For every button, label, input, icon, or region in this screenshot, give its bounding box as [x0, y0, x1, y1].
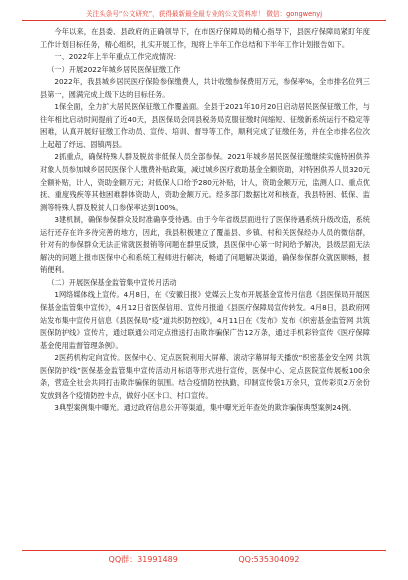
subsection-heading: （一）开展2022年城乡居民医保征缴工作	[47, 64, 181, 74]
body-paragraph: 2022年，我县城乡居民医疗保险参保缴费人，共计收缴参保费用万元，参保率%，全市排名位列三县第一，圆满完成上级下达的目标任务。	[40, 77, 370, 99]
subsection-heading: （二）开展医保基金监管集中宣传月活动	[47, 277, 177, 287]
body-paragraph: 1网络媒体线上宣传。4月8日，在《安徽日报》党媒云上发布开展基金宣传月信息《县医保局开展医保基金监管集中宣传》，4月12日省医保信用、宣传月报道《县医疗保障局宣传转发。4月8日，县政府网站发布集中宣传月信息《县医保局“疫”道共织防控线》，4月11日在《发布》发布《织密基金监管网 共筑医保防护线》宣传片，通过联通公司定点推送打击欺诈骗保广告12万条，通过手机彩铃宣传《医疗保障基金使用监督管理条例》。	[40, 290, 370, 350]
body-paragraph: 2医药机构定向宣传。医保中心、定点医院利用大屏幕、滚动字幕屏每天播放“织密基金安全网 共筑医保防护线”医保基金监管集中宣传活动月标语等形式进行宣传，医保中心、定点医院宣传展板100余条，营造全社会共同打击欺诈骗保的氛围。结合疫情防控执勤，印制宣传袋1万余只，宣传彩页2万余份发放到各个疫情防控卡点，做好小区卡口、村口宣传。	[40, 353, 370, 400]
body-paragraph: 3建机制，确保参保群众及时准确享受待遇。由于今年省级层面进行了医保待遇系统升级改造，系统运行还存在许多待完善的地方，因此，我县积极建立了覆盖县、乡镇、村和关医保经办人员的微信群，针对有的参保群众无法正常就医报销等问题在群里反馈，县医保中心第一时间给予解决，县级层面无法解决的问题上报市医保中心和系统工程师进行解决，畅通了问题解决渠道，确保参保群众就医顺畅，报销便利。	[40, 215, 370, 275]
body-paragraph: 2抓重点，确保特殊人群及脱贫非低保人员全部参保。2021年城乡居民医保征缴继续实施特困供养对象人员参加城乡居民医保个人缴费补贴政策，减过城乡医疗救助基金全额资助，对特困供养人员320元全额补贴，计人，资助金额万元；对低保人口给予280元补贴，计人，资助金额万元，监测人口、重点优抚、重度残疾等其他困难群体资助人，资助金额万元。经多部门数据比对和核查，我县特困、低保、监测等特殊人群及脱贫人口参保率达到100%。	[40, 152, 370, 212]
body-paragraph: 1保全面，全力扩大居民医保征缴工作覆盖面。全县于2021年10月20日启动居民医保征缴工作，与往年相比启动时间提前了近40天，县医保局会同县税务局克服征缴时间缩短、征缴新系统运行不稳定等困难，认真开展好征缴工作动员、宣传、培训、督导等工作，顺利完成了征缴任务，并在全市排名位次上起超了纾远、固镇两县。	[40, 102, 370, 149]
intro-paragraph: 今年以来，在县委、县政府的正确领导下，在市医疗保障局的精心指导下，县医疗保障局紧盯年度工作计划目标任务，精心组织，扎实开展工作，现将上半年工作总结和下半年工作计划报告如下。	[40, 27, 370, 49]
body-paragraph: 3典型案例集中曝光。通过政府信息公开等渠道，集中曝光近年查处的欺诈骗保典型案例24例。	[54, 403, 356, 413]
section-heading: 一、2022年上半年重点工作完成情况：	[54, 52, 181, 62]
document-body	[40, 26, 370, 415]
footer-qq-group: QQ群：31991489	[108, 555, 178, 564]
header-divider	[22, 20, 386, 21]
footer-divider	[22, 550, 386, 551]
header-banner: 关注头条号“公文研究”，获得最新最全最专业的公文资料库！ 微信：gongwenyj	[85, 10, 323, 18]
footer-qq: QQ:535304092	[238, 555, 300, 564]
footer	[0, 554, 408, 565]
